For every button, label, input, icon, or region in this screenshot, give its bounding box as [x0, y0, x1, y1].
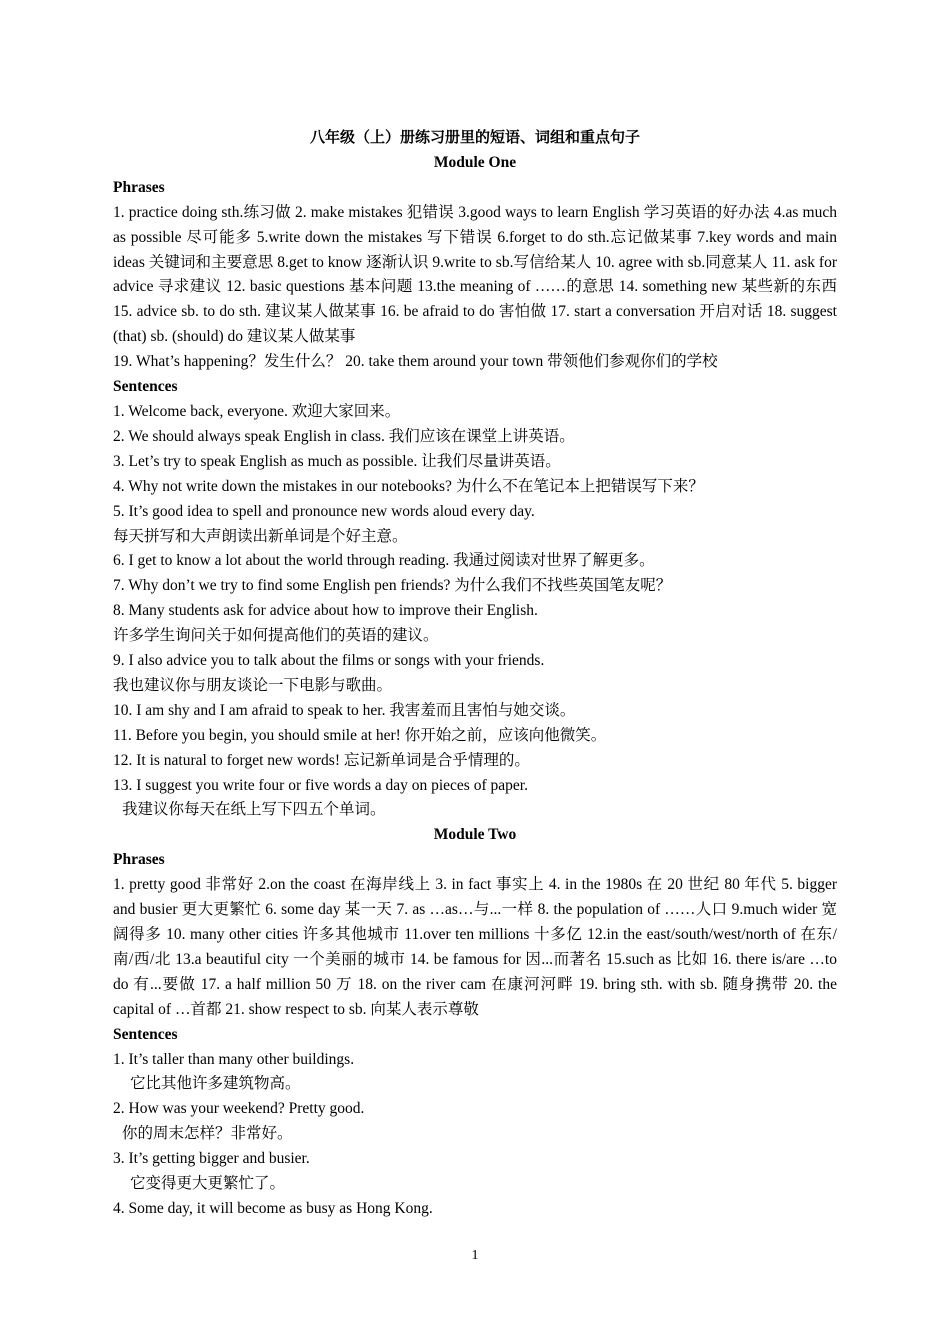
sentence-line: 2. We should always speak English in class. 我们应该在课堂上讲英语。 [113, 427, 575, 445]
sentence-translation: 许多学生询问关于如何提高他们的英语的建议。 [113, 627, 439, 645]
sentence-translation: 它比其他许多建筑物高。 [130, 1075, 301, 1093]
document-body [113, 126, 837, 1222]
sentence-line: 1. Welcome back, everyone. 欢迎大家回来。 [113, 402, 401, 420]
sentence-translation: 我也建议你与朋友谈论一下电影与歌曲。 [113, 676, 393, 694]
sentence-line: 10. I am shy and I am afraid to speak to her. 我害羞而且害怕与她交谈。 [113, 701, 576, 719]
sentence-translation: 每天拼写和大声朗读出新单词是个好主意。 [113, 527, 408, 545]
module-one-heading: Module One [433, 153, 517, 171]
sentence-line: 13. I suggest you write four or five words a day on pieces of paper. [113, 776, 528, 794]
sentence-translation: 它变得更大更繁忙了。 [130, 1175, 286, 1193]
sentence-line: 7. Why don’t we try to find some English pen friends? 为什么我们不找些英国笔友呢？ [113, 577, 672, 595]
sentence-line: 2. How was your weekend? Pretty good. [113, 1100, 365, 1118]
module-two-phrases-text: 1. pretty good 非常好 2.on the coast 在海岸线上 3. in fact 事实上 4. in the 1980s 在 20 世纪 80 年代 5. bigger and busier 更大更繁忙 6. some day 某一天 7. as …as…与...一样 8. the population of ……人口 9.much wider 宽阔得多 10. many other cities 许多其他城市 11.over ten millions 十多亿 12.in the east/south/west/north of 在东/南/西/北 13.a beautiful city 一个美丽的城市 14. be famous for 因...而著名 15.such as 比如 16. there is/are …to do 有...要做 17. a half million 50 万 18. on the river cam 在康河河畔 19. bring sth. with sb. 随身携带 20. the capital of …首都 21. show respect to sb. 向某人表示尊敬 [113, 876, 837, 1018]
page-number: 1 [471, 1248, 479, 1263]
sentence-line: 6. I get to know a lot about the world through reading. 我通过阅读对世界了解更多。 [113, 552, 655, 570]
sentence-line: 3. Let’s try to speak English as much as possible. 让我们尽量讲英语。 [113, 452, 561, 470]
sentence-line: 9. I also advice you to talk about the films or songs with your friends. [113, 652, 545, 670]
sentence-line: 8. Many students ask for advice about how to improve their English. [113, 602, 538, 620]
sentence-line: 4. Some day, it will become as busy as Hong Kong. [113, 1199, 433, 1217]
module-one-sentences-heading: Sentences [113, 378, 178, 396]
module-one-phrases-heading: Phrases [113, 178, 165, 196]
sentence-line: 12. It is natural to forget new words! 忘记新单词是合乎情理的。 [113, 751, 530, 769]
module-one-phrases-last: 19. What’s happening？发生什么？ 20. take them around your town 带领他们参观你们的学校 [113, 353, 718, 371]
module-two-sentences-heading: Sentences [113, 1025, 178, 1043]
sentence-line: 5. It’s good idea to spell and pronounce new words aloud every day. [113, 502, 535, 520]
sentence-line: 3. It’s getting bigger and busier. [113, 1150, 310, 1168]
sentence-line: 11. Before you begin, you should smile at her! 你开始之前，应该向他微笑。 [113, 726, 607, 744]
sentence-translation: 你的周末怎样？非常好。 [122, 1125, 293, 1143]
module-two-heading: Module Two [433, 826, 517, 844]
module-one-phrases-text: 1. practice doing sth.练习做 2. make mistakes 犯错误 3.good ways to learn English 学习英语的好办法 4.as much as possible 尽可能多 5.write down the mistakes 写下错误 6.forget to do sth.忘记做某事 7.key words and main ideas 关键词和主要意思 8.get to know 逐渐认识 9.write to sb.写信给某人 10. agree with sb.同意某人 11. ask for advice 寻求建议 12. basic questions 基本问题 13.the meaning of ……的意思 14. something new 某些新的东西 15. advice sb. to do sth. 建议某人做某事 16. be afraid to do 害怕做 17. start a conversation 开启对话 18. suggest (that) sb. (should) do 建议某人做某事 [113, 203, 837, 346]
module-two-phrases-heading: Phrases [113, 851, 165, 869]
sentence-line: 1. It’s taller than many other buildings. [113, 1050, 355, 1068]
document-title: 八年级（上）册练习册里的短语、词组和重点句子 [309, 130, 640, 146]
sentence-translation: 我建议你每天在纸上写下四五个单词。 [122, 801, 386, 819]
sentence-line: 4. Why not write down the mistakes in our notebooks? 为什么不在笔记本上把错误写下来？ [113, 477, 704, 495]
